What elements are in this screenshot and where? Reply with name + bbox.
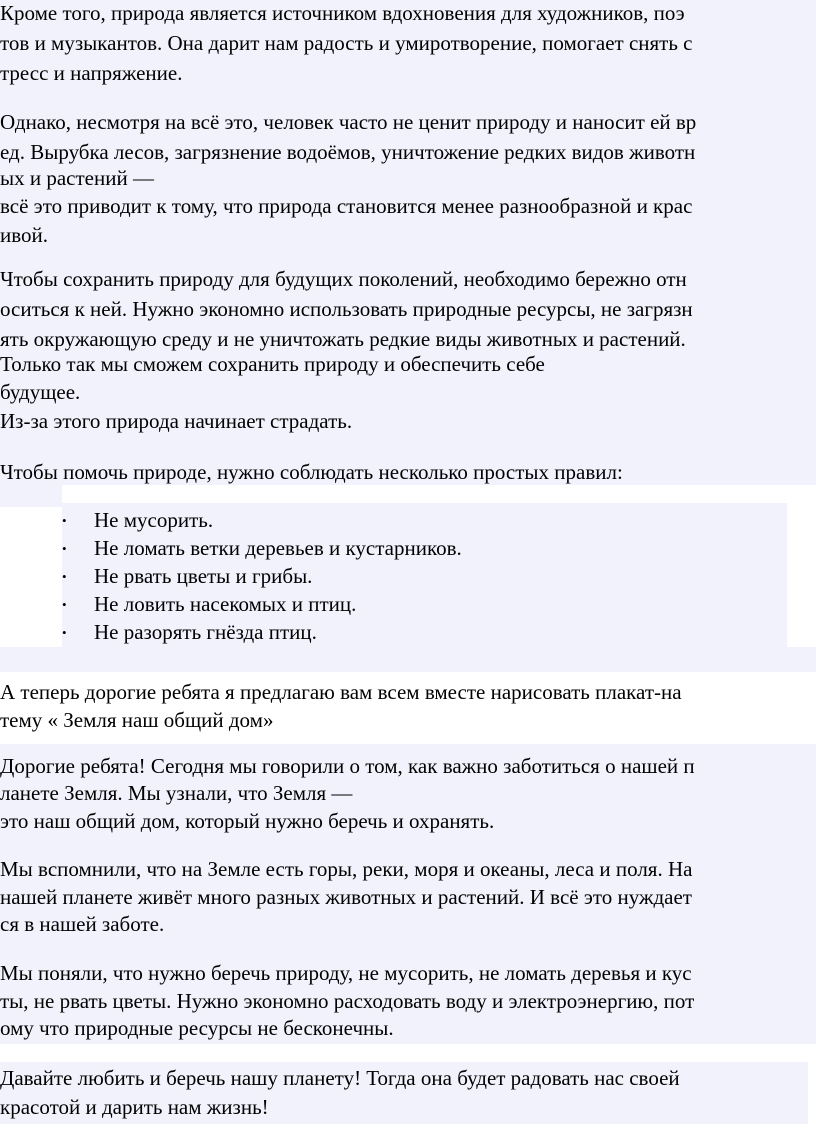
- bullet-icon: •: [62, 569, 67, 584]
- highlight-band-list-left: [0, 485, 62, 507]
- text-line: ты, не рвать цветы. Нужно экономно расходовать воду и электроэнергию, пот: [0, 989, 695, 1013]
- text-line: нашей планете живёт много разных животных и растений. И всё это нуждает: [0, 885, 692, 909]
- text-line: всё это приводит к тому, что природа становится менее разнообразной и крас: [0, 194, 693, 218]
- text-line: это наш общий дом, который нужно беречь и охранять.: [0, 809, 495, 833]
- text-line: ся в нашей заботе.: [0, 912, 165, 936]
- text-line: Чтобы помочь природе, нужно соблюдать несколько простых правил:: [0, 460, 623, 484]
- text-line: тов и музыкантов. Она дарит нам радость и умиротворение, помогает снять с: [0, 31, 693, 55]
- text-line: тресс и напряжение.: [0, 61, 183, 85]
- text-line: ых и растений —: [0, 166, 154, 190]
- list-item-text: Не ловить насекомых и птиц.: [94, 592, 357, 616]
- text-line: Мы вспомнили, что на Земле есть горы, реки, моря и океаны, леса и поля. На: [0, 857, 693, 881]
- text-line: ять окружающую среду и не уничтожать редкие виды животных и растений.: [0, 327, 686, 351]
- bullet-icon: •: [62, 541, 67, 556]
- highlight-band-after-list: [0, 647, 816, 672]
- bullet-icon: •: [62, 625, 67, 640]
- text-line: Кроме того, природа является источником вдохновения для художников, поэ: [0, 1, 685, 25]
- text-line: оситься к ней. Нужно экономно использовать природные ресурсы, не загрязн: [0, 297, 693, 321]
- bullet-icon: •: [62, 597, 67, 612]
- text-line: А теперь дорогие ребята я предлагаю вам всем вместе нарисовать плакат-на: [0, 680, 682, 704]
- text-line: ланете Земля. Мы узнали, что Земля —: [0, 781, 353, 805]
- list-item-text: Не разорять гнёзда птиц.: [94, 620, 317, 644]
- list-item-text: Не мусорить.: [94, 508, 214, 532]
- text-line: ивой.: [0, 223, 48, 247]
- text-line: Давайте любить и беречь нашу планету! Тогда она будет радовать нас своей: [0, 1066, 680, 1090]
- text-line: Из-за этого природа начинает страдать.: [0, 409, 353, 433]
- bullet-icon: •: [62, 513, 67, 528]
- text-line: ед. Вырубка лесов, загрязнение водоёмов, уничтожение редких видов животн: [0, 140, 696, 164]
- text-line: Мы поняли, что нужно беречь природу, не мусорить, не ломать деревья и кус: [0, 961, 692, 985]
- list-item-text: Не рвать цветы и грибы.: [94, 564, 313, 588]
- list-item-text: Не ломать ветки деревьев и кустарников.: [94, 536, 462, 560]
- text-line: Только так мы сможем сохранить природу и обеспечить себе: [0, 352, 545, 376]
- text-line: тему « Земля наш общий дом»: [0, 708, 274, 732]
- text-line: Однако, несмотря на всё это, человек часто не ценит природу и наносит ей вр: [0, 110, 697, 134]
- text-line: красотой и дарить нам жизнь!: [0, 1095, 269, 1119]
- text-line: ому что природные ресурсы не бесконечны.: [0, 1016, 394, 1040]
- text-line: будущее.: [0, 380, 81, 404]
- text-line: Дорогие ребята! Сегодня мы говорили о том, как важно заботиться о нашей п: [0, 754, 695, 778]
- text-line: Чтобы сохранить природу для будущих поколений, необходимо бережно отн: [0, 267, 687, 291]
